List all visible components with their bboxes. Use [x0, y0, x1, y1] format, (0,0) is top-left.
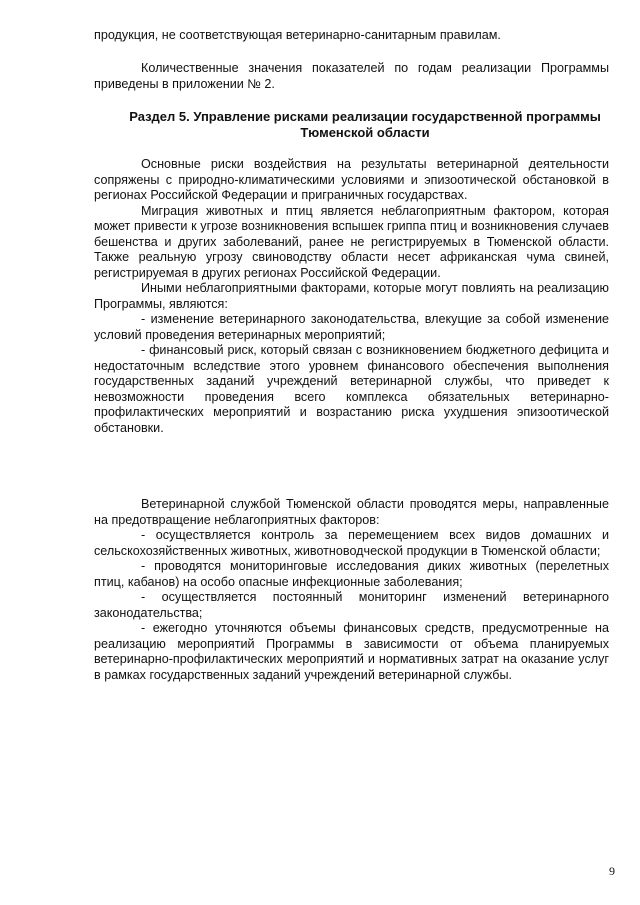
risks-bullet-1: - изменение ветеринарного законодательства, влекущие за собой изменение условий проведения ветеринарных мероприятий;	[94, 312, 609, 342]
measures-bullet-4: - ежегодно уточняются объемы финансовых средств, предусмотренные на реализацию мероприятий Программы в зависимости от объема планируемых ветеринарно-профилактических мероприятий и нормативных затрат на оказание услуг в рамках государственных заданий учреждений ветеринарной службы.	[94, 621, 609, 682]
intro-paragraph: Количественные значения показателей по годам реализации Программы приведены в приложении № 2.	[94, 61, 609, 91]
measures-bullet-1: - осуществляется контроль за перемещением всех видов домашних и сельскохозяйственных животных, животноводческой продукции в Тюменской области;	[94, 528, 609, 558]
risks-paragraph-2: Миграция животных и птиц является неблагоприятным фактором, которая может привести к угрозе возникновения вспышек гриппа птиц и возникновения случаев бешенства и других заболеваний, ранее не регистрируемых в Тюменской области. Также реальную угрозу свиноводству области несет африканская чума свиней, регистрируемая в других регионах Российской Федерации.	[94, 203, 609, 280]
risks-paragraph-1: Основные риски воздействия на результаты ветеринарной деятельности сопряжены с природно-климатическими условиями и эпизоотической обстановкой в регионах Российской Федерации и приграничных государствах.	[94, 157, 609, 202]
section-heading: Раздел 5. Управление рисками реализации государственной программы Тюменской области	[129, 109, 601, 140]
measures-paragraph-1: Ветеринарной службой Тюменской области проводятся меры, направленные на предотвращение неблагоприятных факторов:	[94, 497, 609, 527]
top-fragment: продукция, не соответствующая ветеринарно-санитарным правилам.	[94, 28, 501, 42]
risks-paragraph-3: Иными неблагоприятными факторами, которые могут повлиять на реализацию Программы, являются:	[94, 281, 609, 311]
risks-section	[94, 157, 609, 436]
measures-bullet-2: - проводятся мониторинговые исследования диких животных (перелетных птиц, кабанов) на особо опасные инфекционные заболевания;	[94, 559, 609, 589]
risks-bullet-2: - финансовый риск, который связан с возникновением бюджетного дефицита и недостаточным вследствие этого уровнем финансового обеспечения выполнения государственных заданий учреждений ветеринарной службы, что приведет к невозможности проведения всего комплекса обязательных ветеринарно-профилактических мероприятий и возрастанию риска ухудшения эпизоотической обстановки.	[94, 343, 609, 435]
measures-bullet-3: - осуществляется постоянный мониторинг изменений ветеринарного законодательства;	[94, 590, 609, 620]
page-number: 9	[609, 864, 615, 878]
measures-section	[94, 497, 609, 683]
